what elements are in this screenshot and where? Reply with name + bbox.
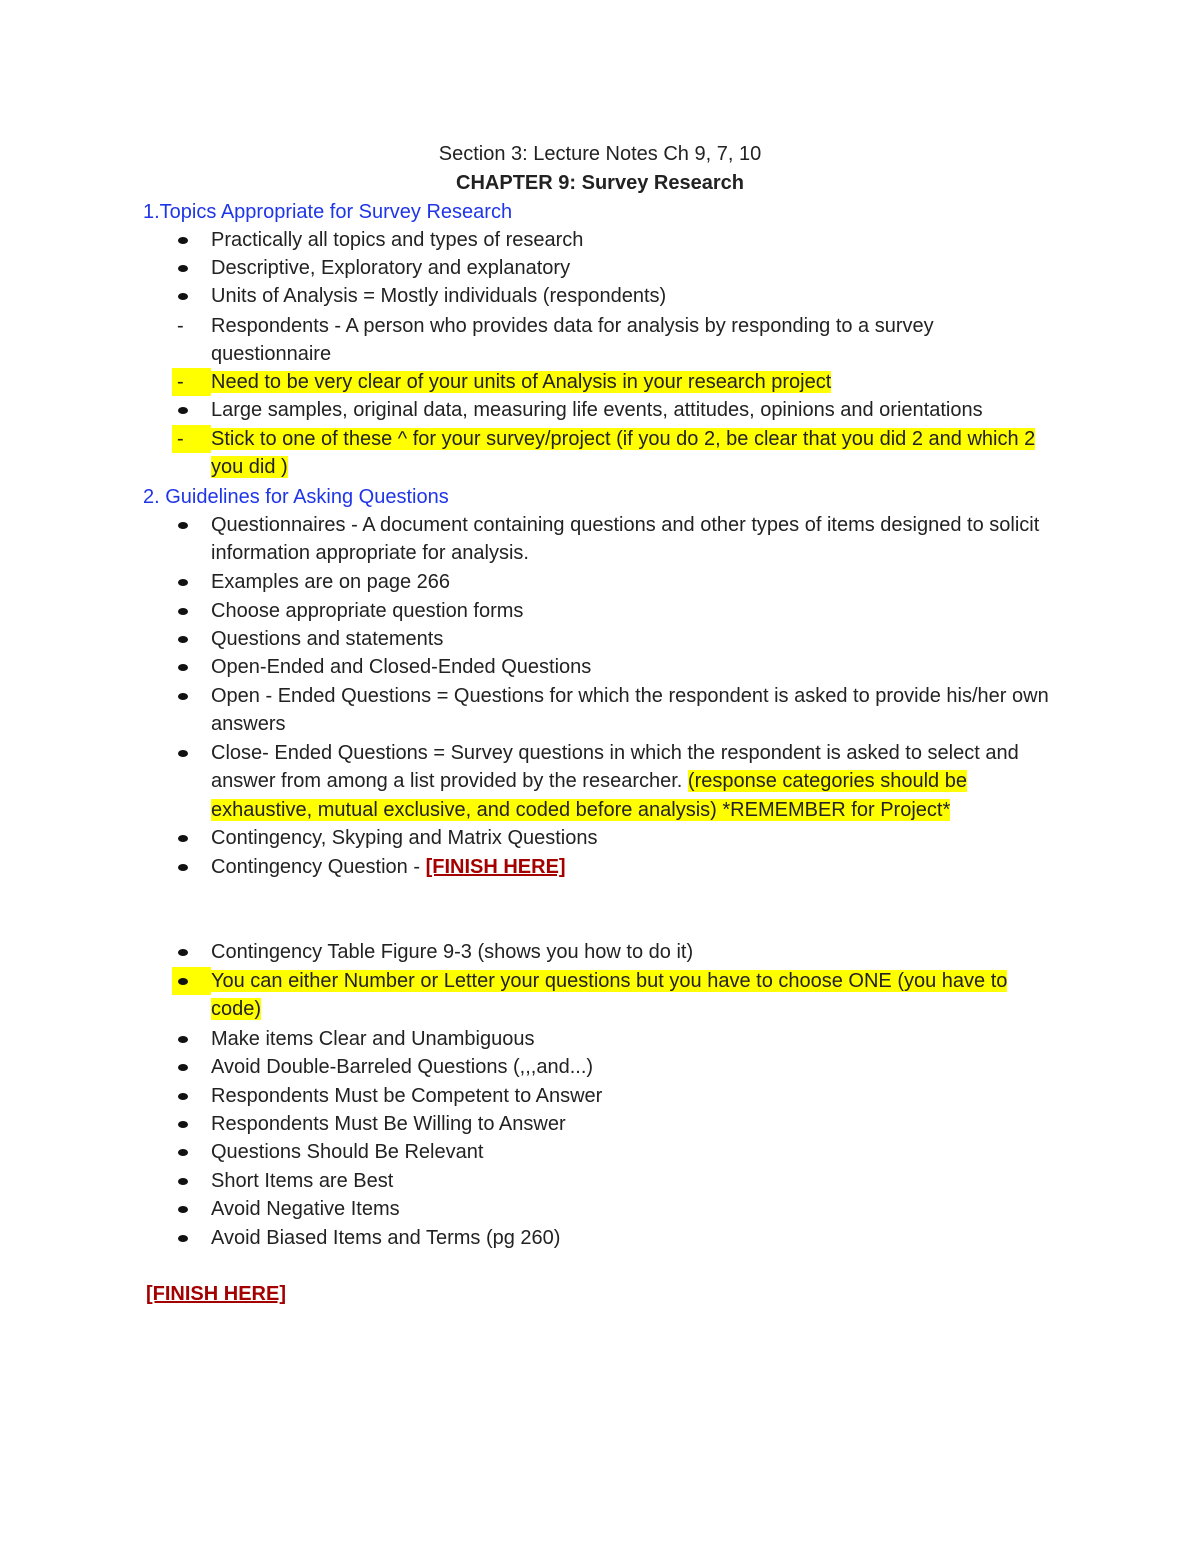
bullet-icon — [178, 978, 188, 985]
bullet-icon — [178, 608, 188, 615]
bullet-icon — [178, 1064, 188, 1071]
bullet-icon — [178, 1036, 188, 1043]
bullet-icon — [178, 664, 188, 671]
document-page: Section 3: Lecture Notes Ch 9, 7, 10 CHAPTER 9: Survey Research 1.Topics Appropriate for Survey Research Practically all topics and types of research Descriptive, Exploratory and explanatory Units of Analysis = Mostly individuals (respondents) - Respondents - A person who provides data for analysis by responding to a survey questionnaire - Need to be very clear of your units of Analysis in your research project Large samples, original data, measuring life events, attitudes, opinions and orientations - Stick to one of these ^ for your survey/project (if you do 2, be clear that you did 2 and which 2 you did ) 2. Guidelines for Asking Questions Questionnaires - A document containing questions and other types of items designed to solicit information appropriate for analysis. Examples are on page 266 Choose appropriate question forms Questions and statements Open-Ended and Closed-Ended Questions Open - Ended Questions = Questions for which the respondent is asked to provide his/her own answers Close- Ended Questions = Survey questions in which the respondent is asked to select and answer from among a list provided by the researcher. (response categories should be exhaustive, mutual exclusive, and coded before analysis) *REMEMBER for Project* Contingency, Skyping and Matrix Questions Contingency Question - [FINISH HERE] Contingency Table Figure 9-3 (shows you how to do it) You can either Number or Letter your questions but you have to choose ONE (you have to code) Make items Clear and Unambiguous Avoid Double-Barreled Questions (,,,and...) Respondents Must be Competent to Answer Respondents Must Be Willing to Answer Questions Should Be Relevant Short Items are Best Avoid Negative Items Avoid Biased Items and Terms (pg 260) [FINISH HERE] — [0, 0, 1200, 1553]
bullet-icon — [178, 693, 188, 700]
bullet-icon — [178, 1149, 188, 1156]
bullet-icon — [178, 949, 188, 956]
highlighted-note: (response categories should be exhaustive, mutual exclusive, and coded before analysis) *REMEMBER for Project* — [211, 770, 967, 821]
finish-here-link[interactable]: [FINISH HERE] — [425, 856, 566, 878]
dash-marker-icon: - — [177, 371, 184, 393]
bullet-icon — [178, 407, 188, 414]
chapter-title: CHAPTER 9: Survey Research — [456, 172, 744, 194]
dash-marker-icon: - — [177, 428, 184, 450]
bullet-icon — [178, 579, 188, 586]
bullet-icon — [178, 265, 188, 272]
bullet-icon — [178, 1178, 188, 1185]
bullet-icon — [178, 293, 188, 300]
bullet-icon — [178, 237, 188, 244]
section-heading-topics: 1.Topics Appropriate for Survey Research — [143, 201, 513, 223]
page-title: Section 3: Lecture Notes Ch 9, 7, 10 — [438, 143, 762, 165]
bullet-icon — [178, 750, 188, 757]
bullet-icon — [178, 522, 188, 529]
section-heading-guidelines: 2. Guidelines for Asking Questions — [143, 486, 449, 508]
bullet-icon — [178, 1121, 188, 1128]
bullet-icon — [178, 864, 188, 871]
dash-marker-icon: - — [177, 315, 184, 337]
finish-here-link[interactable]: [FINISH HERE] — [146, 1283, 286, 1305]
bullet-icon — [178, 835, 188, 842]
bullet-icon — [178, 1093, 188, 1100]
bullet-icon — [178, 1235, 188, 1242]
bullet-icon — [178, 636, 188, 643]
bullet-icon — [178, 1206, 188, 1213]
